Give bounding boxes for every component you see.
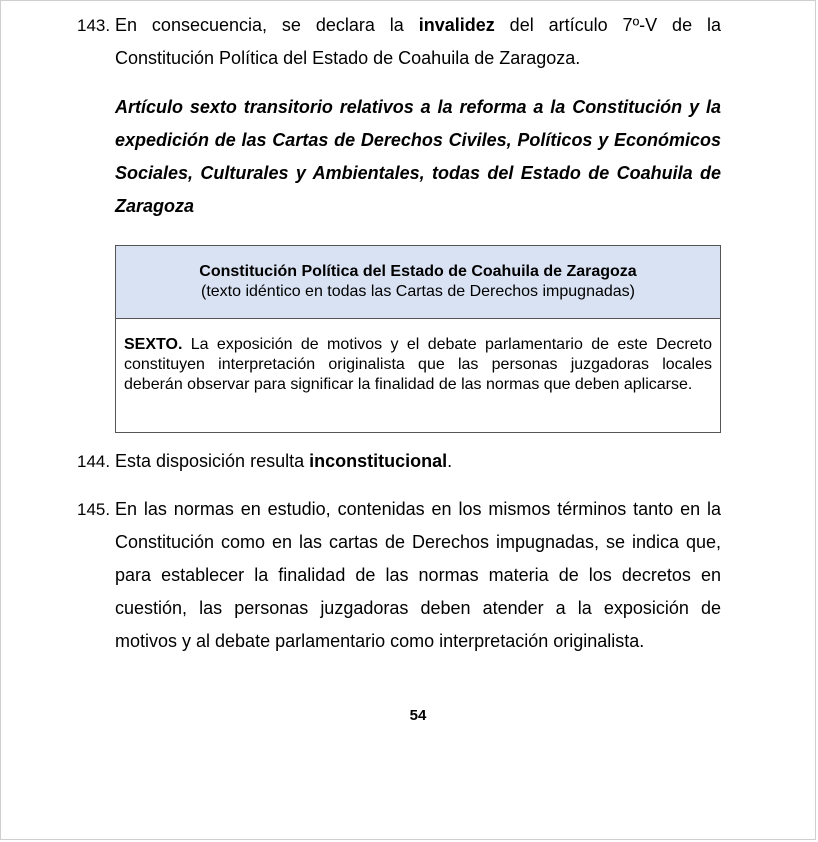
article-text: La exposición de motivos y el debate parlamentario de este Decreto constituyen interpretación originalista que las personas juzgadoras locales deberán observar para significar la finalidad de las normas que deben aplicarse.	[124, 336, 712, 393]
paragraph-145	[77, 493, 721, 658]
quote-body	[116, 319, 720, 395]
text-run: Esta disposición resulta	[115, 451, 310, 471]
paragraph-number: 143.	[77, 16, 111, 35]
paragraph-number: 145.	[77, 500, 111, 519]
article-label: SEXTO.	[124, 336, 183, 353]
paragraph-text	[115, 445, 721, 478]
page-number: 54	[409, 707, 427, 724]
text-run: del artículo 7º-V de la Constitución Política del Estado de Coahuila de Zaragoza.	[115, 15, 722, 68]
quote-header	[116, 246, 720, 319]
text-run: En consecuencia, se declara la	[115, 15, 419, 35]
bold-term: inconstitucional	[309, 451, 448, 471]
paragraph-number: 144.	[77, 452, 111, 471]
quoted-article-box	[115, 245, 721, 433]
section-heading: Artículo sexto transitorio relativos a la reforma a la Constitución y la expedición de las Cartas de Derechos Civiles, Políticos y Económicos Sociales, Culturales y Ambientales, todas del Estado de Coahuila de Zaragoza	[115, 97, 721, 216]
paragraph-143	[77, 9, 721, 75]
paragraph-144	[77, 445, 721, 478]
paragraph-text: En las normas en estudio, contenidas en los mismos términos tanto en la Constitución como en las cartas de Derechos impugnadas, se indica que, para establecer la finalidad de las normas materia de los decretos en cuestión, las personas juzgadoras deben atender a la exposición de motivos y al debate parlamentario como interpretación originalista.	[115, 499, 721, 651]
quote-title: Constitución Política del Estado de Coahuila de Zaragoza	[199, 263, 637, 280]
bold-term: invalidez	[418, 15, 495, 35]
paragraph-text	[115, 9, 721, 75]
text-run: .	[447, 451, 453, 471]
quote-subtitle: (texto idéntico en todas las Cartas de Derechos impugnadas)	[200, 283, 635, 300]
